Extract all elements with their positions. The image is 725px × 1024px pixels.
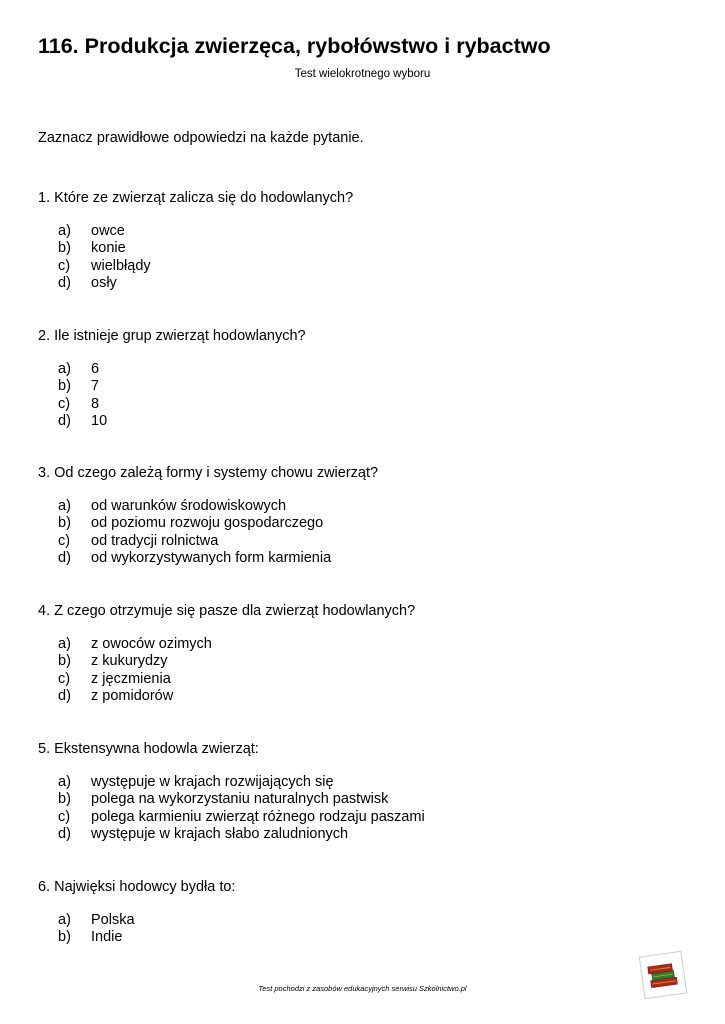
answer-letter: d) [58, 687, 71, 704]
question-block [38, 326, 306, 430]
answer-option [58, 498, 378, 515]
answer-option [58, 533, 378, 550]
question-block [38, 188, 353, 292]
answer-letter: b) [58, 240, 71, 257]
answer-option [58, 275, 353, 292]
answer-letter: d) [58, 412, 71, 429]
answer-text: z pomidorów [91, 687, 174, 704]
answer-letter: c) [58, 532, 71, 549]
answer-option [58, 688, 415, 705]
answer-option [58, 929, 235, 946]
answer-option [58, 223, 353, 240]
answer-list [38, 361, 306, 430]
question-block [38, 463, 378, 567]
question-block [38, 601, 415, 705]
answer-list [38, 223, 353, 292]
answer-letter: d) [58, 549, 71, 566]
answer-option [58, 671, 415, 688]
answer-option [58, 774, 425, 791]
answer-text: 8 [91, 395, 100, 412]
answer-list [38, 636, 415, 705]
answer-letter: a) [58, 912, 71, 928]
answer-option [58, 361, 306, 378]
answer-text: od warunków środowiskowych [91, 498, 287, 514]
question-text: 1. Które ze zwierząt zalicza się do hodowlanych? [38, 190, 354, 206]
answer-text: Polska [91, 912, 135, 928]
question-text: 5. Ekstensywna hodowla zwierząt: [38, 741, 259, 757]
answer-letter: d) [58, 825, 71, 842]
answer-letter: a) [58, 774, 71, 790]
answer-text: występuje w krajach słabo zaludnionych [91, 825, 349, 842]
answer-text: z owoców ozimych [91, 636, 212, 652]
answer-list [38, 774, 425, 843]
answer-text: polega karmieniu zwierząt różnego rodzaju paszami [91, 808, 425, 825]
page-subtitle: Test wielokrotnego wyboru [294, 68, 431, 80]
answer-option [58, 550, 378, 567]
answer-text: owce [91, 223, 125, 239]
answer-option [58, 515, 378, 532]
answer-letter: c) [58, 395, 71, 412]
answer-letter: b) [58, 791, 71, 808]
answer-text: polega na wykorzystaniu naturalnych pastwisk [91, 791, 389, 808]
answer-option [58, 809, 425, 826]
answer-text: Indie [91, 929, 123, 946]
answer-text: od tradycji rolnictwa [91, 532, 219, 549]
answer-letter: a) [58, 636, 71, 652]
answer-text: 6 [91, 361, 100, 377]
footer-note: Test pochodzi z zasobów edukacyjnych serwisu Szkolnictwo.pl [258, 984, 467, 993]
answer-letter: c) [58, 670, 71, 687]
answer-option [58, 826, 425, 843]
question-text: 6. Najwięksi hodowcy bydła to: [38, 879, 236, 895]
answer-text: osły [91, 274, 117, 291]
answer-option [58, 636, 415, 653]
answer-option [58, 653, 415, 670]
answer-letter: a) [58, 223, 71, 239]
answer-option [58, 378, 306, 395]
answer-text: z jęczmienia [91, 670, 171, 687]
answer-list [38, 912, 235, 947]
answer-list [38, 498, 378, 567]
answer-letter: a) [58, 498, 71, 514]
answer-text: wielbłądy [91, 257, 151, 274]
answer-option [58, 413, 306, 430]
question-text: 4. Z czego otrzymuje się pasze dla zwierząt hodowlanych? [38, 603, 416, 619]
answer-option [58, 240, 353, 257]
books-logo-icon [638, 950, 688, 1000]
question-block [38, 739, 425, 843]
answer-text: z kukurydzy [91, 653, 168, 670]
question-block [38, 877, 235, 947]
answer-letter: c) [58, 808, 71, 825]
question-text: 2. Ile istnieje grup zwierząt hodowlanych? [38, 328, 306, 344]
answer-text: 7 [91, 378, 100, 395]
answer-letter: d) [58, 274, 71, 291]
answer-letter: b) [58, 653, 71, 670]
answer-letter: a) [58, 361, 71, 377]
page-title: 116. Produkcja zwierzęca, rybołówstwo i rybactwo [38, 34, 551, 58]
answer-letter: b) [58, 378, 71, 395]
answer-option [58, 258, 353, 275]
answer-letter: b) [58, 929, 71, 946]
answer-option [58, 791, 425, 808]
answer-text: występuje w krajach rozwijających się [91, 774, 334, 790]
instruction-text: Zaznacz prawidłowe odpowiedzi na każde pytanie. [38, 130, 364, 146]
answer-text: od wykorzystywanych form karmienia [91, 549, 332, 566]
answer-text: konie [91, 240, 126, 257]
question-text: 3. Od czego zależą formy i systemy chowu zwierząt? [38, 465, 379, 481]
answer-option [58, 396, 306, 413]
answer-text: 10 [91, 412, 108, 429]
answer-option [58, 912, 235, 929]
answer-text: od poziomu rozwoju gospodarczego [91, 515, 324, 532]
answer-letter: b) [58, 515, 71, 532]
answer-letter: c) [58, 257, 71, 274]
